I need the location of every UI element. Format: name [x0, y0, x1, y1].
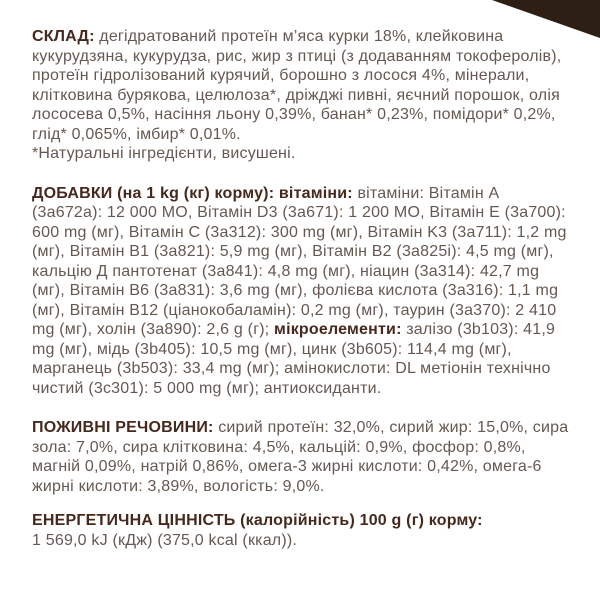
section-energy [32, 511, 572, 550]
nutrients-paragraph [32, 418, 572, 496]
additives-trace-label: мікроелементи: [274, 321, 407, 338]
nutrients-body: сирий протеїн: 32,0%, сирий жир: 15,0%, сира зола: 7,0%, сира клітковина: 4,5%, кальцій: 0,9%, фосфор: 0,8%, магній 0,09%, натрій 0,86%, омега-3 жирні кислоти: 0,42%, омега-6 жирні кислоти: 3,89%, вологість: 9,0%. [32, 419, 569, 495]
composition-footnote: *Натуральні інгредієнти, висушені. [32, 145, 296, 162]
energy-heading: ЕНЕРГЕТИЧНА ЦІННІСТЬ (калорійність) 100 g (г) корму: [32, 512, 483, 529]
additives-heading: ДОБАВКИ (на 1 kg (кг) корму): [32, 184, 279, 202]
energy-value-line: 1 569,0 kJ (кДж) (375,0 kcal (ккал)). [32, 531, 298, 549]
additives-vitamins-body: вітаміни: Вітамін A (3a672a): 12 000 МО, Вітамін D3 (3a671): 1 200 МО, Вітамін E (3a700): 600 mg (мг), Вітамін C (3a312): 300 mg (мг), Вітамін K3 (3a711): 1,2 mg (мг), Вітамін B1 (3a821): 5,9 mg (мг), Вітамін B2 (3a825i): 4,5 mg (мг), кальцію Д пантотенат (3a841): 4,8 mg (мг), ніацин (3a314): 42,7 mg (мг), Вітамін B6 (3a831): 3,6 mg (мг), фолієва кислота (3a316): 1,1 mg (мг), Вітамін B12 (ціанокобаламін): 0,2 mg (мг), таурин (3a370): 2 410 mg (мг), холін (3a890): 2,6 g (г); [32, 184, 567, 338]
nutrients-heading: ПОЖИВНІ РЕЧОВИНИ: [32, 419, 219, 436]
additives-paragraph [32, 184, 572, 399]
section-additives [32, 184, 572, 399]
energy-heading-line [32, 511, 572, 531]
additives-vitamins-label: вітаміни: [278, 184, 358, 202]
additives-trace-body: залізо (3b103): 41,9 mg (мг), мідь (3b405): 10,5 mg (мг), цинк (3b605): 114,4 mg (мг), марганець (3b503): 33,4 mg (мг); амінокислоти: DL метіонін технічно чистий (3c301): 5 000 mg (мг); антиоксиданти. [32, 321, 556, 397]
composition-heading: СКЛАД: [32, 28, 100, 45]
composition-body: дегідратований протеїн м’яса курки 18%, клейковина кукурудзяна, кукурудза, рис, жир з птиці (з додаванням токоферолів), протеїн гідролізований курячий, борошно з лосося 4%, мінерали, клітковина бурякова, целюлоза*, дріжджі пивні, яєчний порошок, олія лососева 0,5%, насіння льону 0,39%, банан* 0,23%, помідори* 0,2%, глід* 0,065%, імбир* 0,01%. [32, 28, 562, 143]
section-nutrients [32, 418, 572, 496]
section-composition [32, 27, 572, 164]
composition-paragraph [32, 27, 572, 144]
